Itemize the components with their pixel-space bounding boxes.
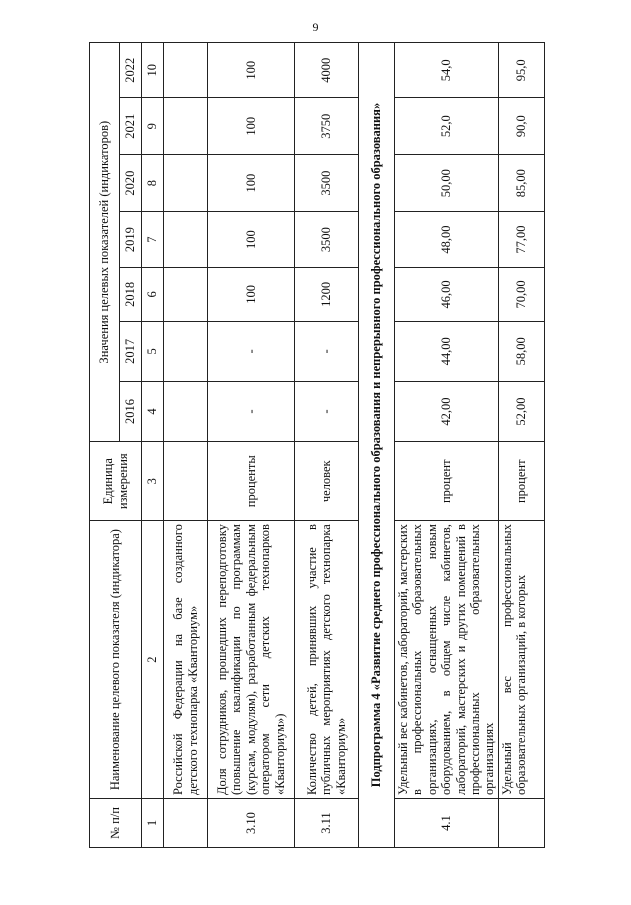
header-year: 2017	[120, 322, 142, 382]
row-number	[498, 799, 544, 848]
indicator-value: 85,00	[498, 154, 544, 211]
table-row	[498, 43, 544, 848]
column-number: 7	[142, 212, 164, 267]
header-year: 2016	[120, 381, 142, 442]
column-number: 10	[142, 43, 164, 98]
header-row	[90, 43, 120, 848]
indicator-value: 70,00	[498, 267, 544, 321]
column-number: 3	[142, 442, 164, 521]
indicator-name: Доля сотрудников, прошедших переподготовку (повышение квалификации по программам (курсам, модулям), разработанным федеральным оператором сети детских технопарков «Кванториум»)	[208, 521, 295, 799]
header-year: 2018	[120, 267, 142, 321]
indicator-value: 100	[208, 43, 295, 98]
indicator-unit: процент	[395, 442, 499, 521]
indicator-value: 50,00	[395, 154, 499, 211]
table-row	[164, 43, 208, 848]
indicator-value	[164, 43, 208, 98]
header-col-name: Наименование целевого показателя (индикатора)	[90, 521, 142, 799]
indicator-value	[164, 267, 208, 321]
header-year: 2022	[120, 43, 142, 98]
indicator-name: Количество детей, принявших участие в публичных мероприятиях детского технопарка «Кванториум»	[295, 521, 359, 799]
indicator-value: 100	[208, 98, 295, 154]
indicator-value: 95,0	[498, 43, 544, 98]
indicator-unit: процент	[498, 442, 544, 521]
header-year: 2020	[120, 154, 142, 211]
column-number: 4	[142, 381, 164, 442]
indicator-name: Российской Федерации на базе созданного детского технопарка «Кванториум»	[164, 521, 208, 799]
header-col-unit: Единица измерения	[90, 442, 142, 521]
indicator-unit: проценты	[208, 442, 295, 521]
indicator-value: 52,00	[498, 381, 544, 442]
subprogram-row	[359, 43, 395, 848]
indicator-value: -	[208, 322, 295, 382]
row-number: 3.11	[295, 799, 359, 848]
indicator-name: Удельный вес кабинетов, лабораторий, мастерских в профессиональных образовательных организациях, оснащенных новым оборудованием, в общем числе кабинетов, лабораторий, мастерских и других помещений в профессиональных образовательных организациях	[395, 521, 499, 799]
indicator-value: -	[208, 381, 295, 442]
column-number: 8	[142, 154, 164, 211]
indicators-table	[89, 42, 545, 848]
header-col-no: № п/п	[90, 799, 142, 848]
indicator-unit	[164, 442, 208, 521]
indicator-value: 3500	[295, 212, 359, 267]
table-row	[208, 43, 295, 848]
indicator-value: 77,00	[498, 212, 544, 267]
row-number	[164, 799, 208, 848]
indicator-value: 48,00	[395, 212, 499, 267]
indicator-value: 100	[208, 267, 295, 321]
column-number: 9	[142, 98, 164, 154]
indicator-value: 3500	[295, 154, 359, 211]
indicator-value: 100	[208, 154, 295, 211]
column-number: 5	[142, 322, 164, 382]
indicator-value	[164, 98, 208, 154]
indicator-unit: человек	[295, 442, 359, 521]
subprogram-title: Подпрограмма 4 «Развитие среднего профессионального образования и непрерывного профессионального образования»	[359, 43, 395, 848]
indicator-value	[164, 322, 208, 382]
indicator-value: -	[295, 322, 359, 382]
indicator-value: 52,0	[395, 98, 499, 154]
indicator-name: Удельный вес профессиональных образовательных организаций, в которых	[498, 521, 544, 799]
indicator-value: 58,00	[498, 322, 544, 382]
indicator-value: 100	[208, 212, 295, 267]
rotated-table-container	[89, 42, 535, 848]
indicator-value	[164, 381, 208, 442]
row-number: 4.1	[395, 799, 499, 848]
indicator-value: 44,00	[395, 322, 499, 382]
page-number: 9	[312, 20, 319, 34]
column-number-row	[142, 43, 164, 848]
header-col-values: Значения целевых показателей (индикаторов)	[90, 43, 120, 442]
indicator-value: -	[295, 381, 359, 442]
header-year: 2021	[120, 98, 142, 154]
indicator-value: 4000	[295, 43, 359, 98]
indicator-value: 90,0	[498, 98, 544, 154]
indicator-value	[164, 154, 208, 211]
indicator-value: 3750	[295, 98, 359, 154]
indicator-value: 54,0	[395, 43, 499, 98]
column-number: 6	[142, 267, 164, 321]
row-number: 3.10	[208, 799, 295, 848]
indicator-value: 1200	[295, 267, 359, 321]
indicator-value: 46,00	[395, 267, 499, 321]
indicator-value: 42,00	[395, 381, 499, 442]
indicator-value	[164, 212, 208, 267]
header-year: 2019	[120, 212, 142, 267]
table-row	[395, 43, 499, 848]
table-row	[295, 43, 359, 848]
column-number: 2	[142, 521, 164, 799]
column-number: 1	[142, 799, 164, 848]
